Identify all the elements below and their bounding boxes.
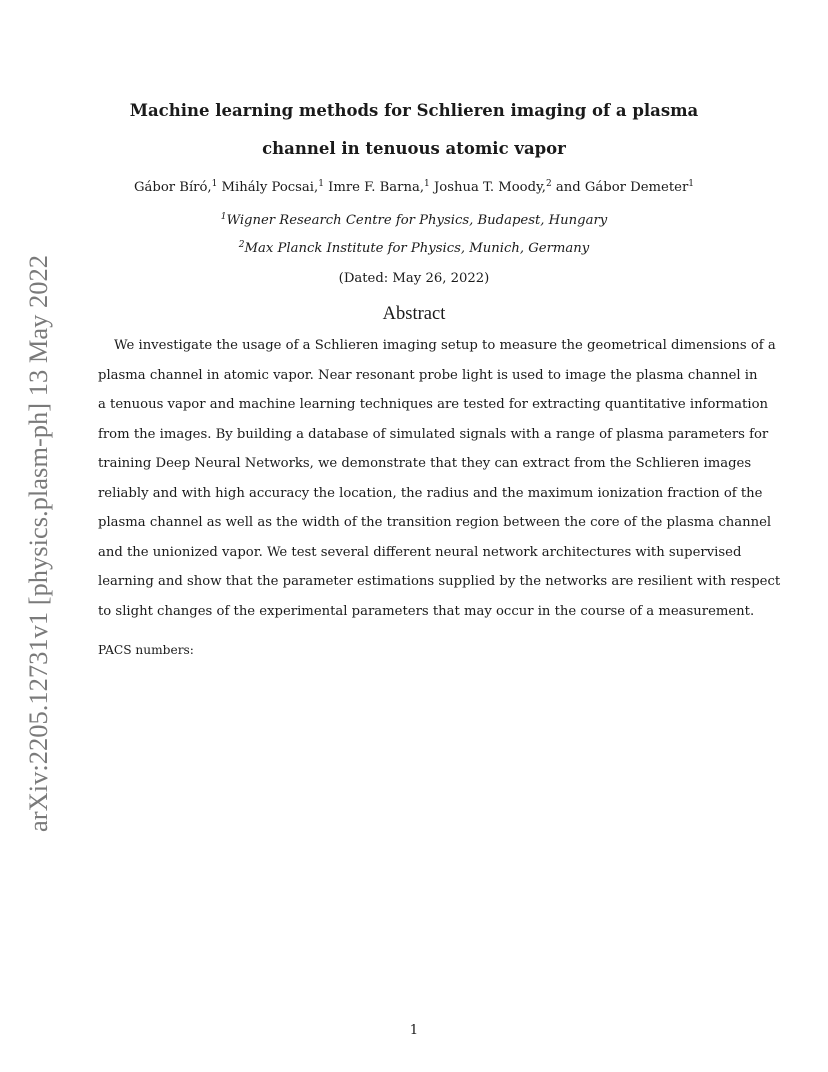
paper-title xyxy=(98,92,730,168)
abstract-heading: Abstract xyxy=(382,304,446,324)
affiliation: $^2$Max Planck Institute for Physics, Munich, Germany xyxy=(238,240,590,256)
abstract-line: plasma channel as well as the width of the transition region between the core of the plasma channel xyxy=(98,515,772,530)
abstract-line: from the images. By building a database of simulated signals with a range of plasma parameters for xyxy=(98,426,769,442)
title-line-2: channel in tenuous atomic vapor xyxy=(262,139,566,158)
abstract-body xyxy=(98,331,781,626)
abstract-line: and the unionized vapor. We test several different neural network architectures with supervised xyxy=(98,544,742,560)
page-number: 1 xyxy=(409,1023,419,1038)
author: Imre F. Barna,$^1$ xyxy=(328,179,430,195)
title-line-1: Machine learning methods for Schlieren imaging of a plasma xyxy=(129,101,699,120)
author: Gábor Bíró,$^1$ xyxy=(133,179,218,195)
abstract-line: training Deep Neural Networks, we demonstrate that they can extract from the Schlieren images xyxy=(98,456,752,471)
pacs-numbers: PACS numbers: xyxy=(98,643,194,657)
author: Mihály Pocsai,$^1$ xyxy=(221,179,324,195)
abstract-line: to slight changes of the experimental parameters that may occur in the course of a measurement. xyxy=(98,603,755,619)
abstract-line: plasma channel in atomic vapor. Near resonant probe light is used to image the plasma channel in xyxy=(98,367,758,383)
abstract-line: We investigate the usage of a Schlieren imaging setup to measure the geometrical dimensions of a xyxy=(114,338,776,353)
author: and Gábor Demeter$^1$ xyxy=(555,179,694,195)
author-list xyxy=(98,177,730,199)
author: Joshua T. Moody,$^2$ xyxy=(433,179,552,195)
affiliation: $^1$Wigner Research Centre for Physics, Budapest, Hungary xyxy=(220,212,608,228)
abstract-line: reliably and with high accuracy the location, the radius and the maximum ionization fraction of the xyxy=(98,485,763,501)
abstract-line: learning and show that the parameter estimations supplied by the networks are resilient with respect xyxy=(98,574,781,589)
dated-line: (Dated: May 26, 2022) xyxy=(338,271,490,286)
abstract-line: a tenuous vapor and machine learning techniques are tested for extracting quantitative information xyxy=(98,397,768,412)
arxiv-stamp: arXiv:2205.12731v1 [physics.plasm-ph] 13 May 2022 xyxy=(23,254,53,832)
